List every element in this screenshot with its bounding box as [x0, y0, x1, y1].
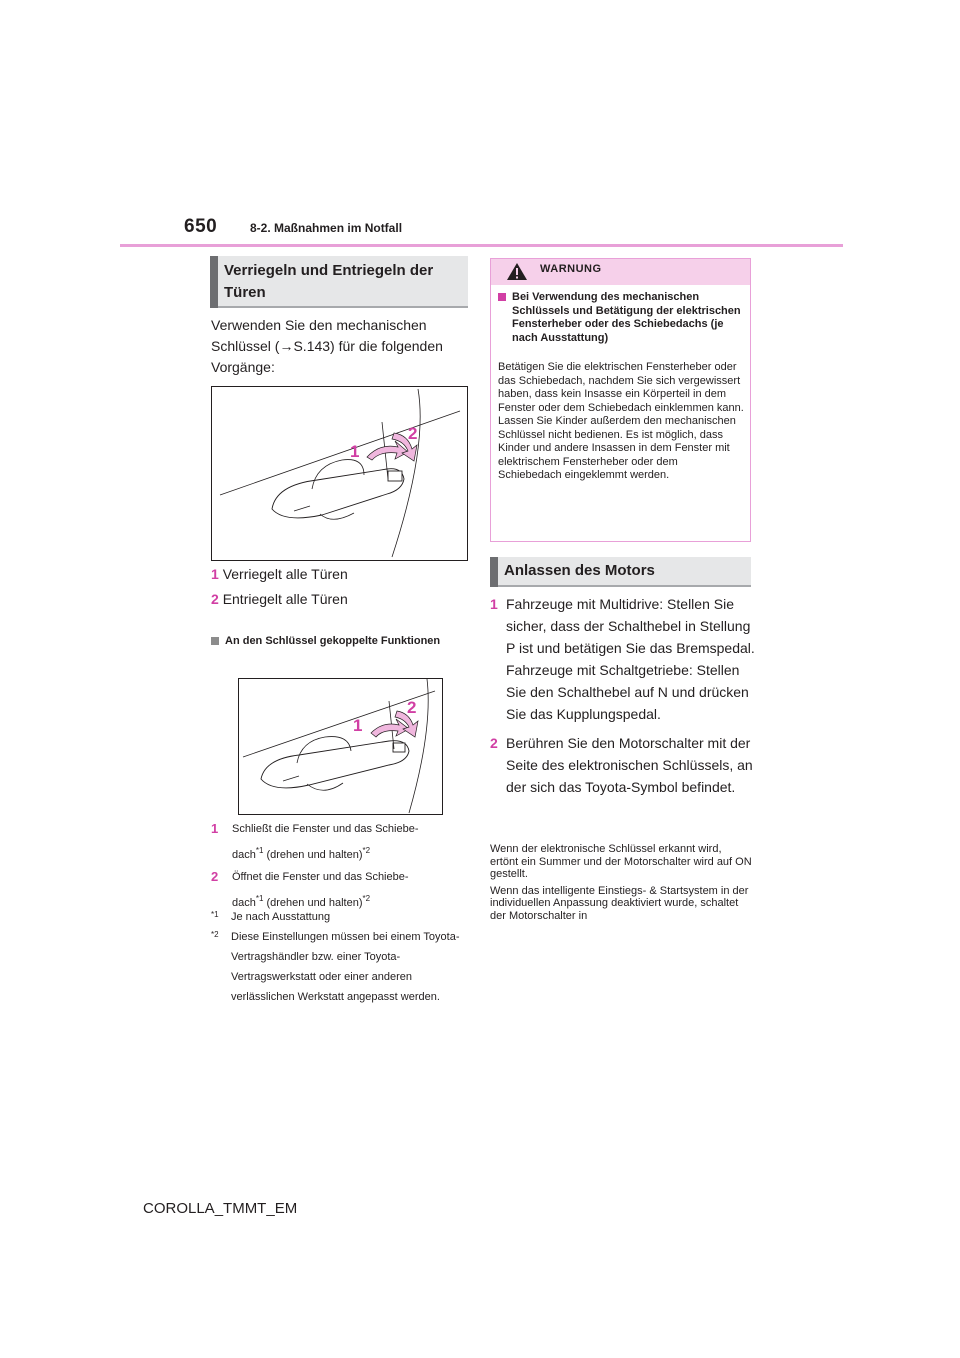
- engine-start-notes: [490, 843, 752, 926]
- list-item: 1 Schließt die Fenster und das Schiebe- dach$^{*1}$ (drehen und halten)$^{*2}$: [211, 821, 419, 861]
- warning-header: [491, 259, 750, 285]
- figure-label-1: 1: [353, 716, 363, 735]
- key-function-steps: [211, 818, 466, 914]
- warning-subheading: Bei Verwendung des mechanischen Schlüssels und Betätigung der elektrischen Fensterheber oder des Schiebedachs (je nach Ausstattung): [498, 291, 744, 345]
- figure-label-2: 2: [408, 424, 418, 443]
- header-rule: [120, 244, 843, 247]
- door-handle-illustration: [212, 387, 467, 560]
- bullet-square-icon: [498, 293, 506, 301]
- list-item: 2 Berühren Sie den Motorschalter mit der Seite des elektronischen Schlüssels, an der sich das Toyota-Symbol befindet.: [490, 735, 753, 795]
- list-item: 1 Verriegelt alle Türen: [211, 566, 348, 582]
- figure-door-handle-1: [211, 386, 468, 561]
- list-item: 2 Entriegelt alle Türen: [211, 591, 348, 607]
- heading-engine-start: Anlassen des Motors: [490, 557, 751, 587]
- heading-doors: Verriegeln und Entriegeln der Türen: [210, 256, 468, 308]
- figure-label-1: 1: [350, 442, 360, 461]
- footnote: *2 Diese Einstellungen müssen bei einem Toyota-Vertragshändler bzw. einer Toyota-Vertragswerkstatt oder einer anderen verlässlichen Werkstatt angepasst werden.: [211, 930, 460, 1003]
- lock-steps: [211, 564, 466, 614]
- footnotes: [211, 907, 466, 1007]
- intro-paragraph: Verwenden Sie den mechanischen Schlüssel (→S.143) für die folgenden Vorgänge:: [211, 317, 443, 375]
- list-item: 1 Fahrzeuge mit Multidrive: Stellen Sie sicher, dass der Schalthebel in Stellung P ist und betätigen Sie das Bremspedal. Fahrzeuge mit Schaltgetriebe: Stellen Sie den Schalthebel auf N und drücken Sie das Kupplungspedal.: [490, 596, 755, 722]
- warning-title: WARNUNG: [540, 263, 602, 275]
- warning-triangle-icon: [506, 262, 528, 281]
- figure-door-handle-2: [238, 678, 443, 815]
- list-item: 2 Öffnet die Fenster und das Schiebe- dach$^{*1}$ (drehen und halten)$^{*2}$: [211, 869, 409, 909]
- footer-doc-id: COROLLA_TMMT_EM: [143, 1200, 298, 1217]
- section-title: 8-2. Maßnahmen im Notfall: [250, 221, 403, 235]
- warning-text: Betätigen Sie die elektrischen Fensterheber oder das Schiebedach, nachdem Sie sich vergewissert haben, dass kein Insasse ein Körperteil in dem Fenster oder dem Schiebedach einklemmen kann. Lassen Sie Kinder außerdem den mechanischen Schlüssel nicht bedienen. Es ist möglich, dass Kinder und andere Insassen in dem Fenster mit elektrischem Fensterheber oder dem Schiebedach eingeklemmt werden.: [498, 361, 744, 481]
- paragraph: Wenn der elektronische Schlüssel erkannt wird, ertönt ein Summer und der Motorschalter wird auf ON gestellt.: [490, 843, 752, 880]
- page-number: 650: [184, 216, 218, 237]
- figure-label-2: 2: [407, 698, 417, 717]
- bullet-square-icon: [211, 637, 219, 645]
- engine-start-steps: [490, 593, 755, 798]
- footnote: *1 Je nach Ausstattung: [211, 910, 331, 923]
- subheading-key-functions: An den Schlüssel gekoppelte Funktionen: [211, 635, 466, 648]
- paragraph: Wenn das intelligente Einstiegs- & Startsystem in der individuellen Anpassung deaktiviert wurde, schaltet der Motorschalter in: [490, 884, 749, 922]
- door-handle-illustration: [239, 679, 442, 814]
